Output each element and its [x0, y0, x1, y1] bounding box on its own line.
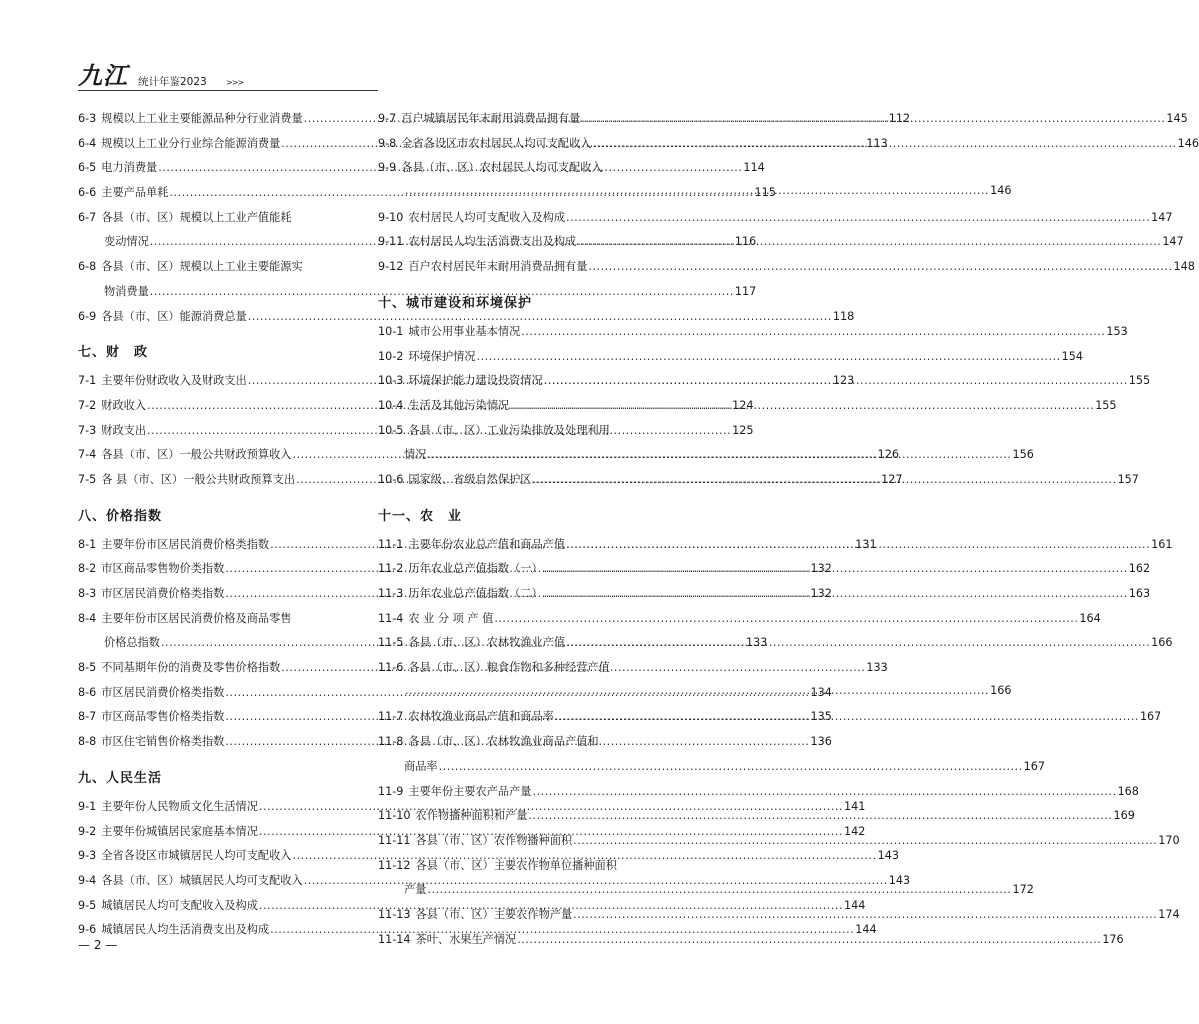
toc-entry-title: 主要年份主要农产品产量 [408, 784, 532, 798]
toc-entry-number: 9-12 [378, 260, 404, 274]
toc-entry-first-line[interactable] [378, 857, 650, 882]
toc-entry-title-cont: 情况 [404, 448, 427, 462]
toc-entry-title: 各县（市、区）主要农作物产量 [415, 907, 573, 921]
toc-entry-first-line[interactable] [78, 209, 350, 234]
toc-entry-number: 8-8 [78, 735, 97, 749]
dot-leader [528, 809, 1112, 822]
section-heading: 十一、农 业 [378, 508, 463, 524]
toc-entry-number: 11-8 [378, 735, 404, 749]
toc-entry-page: 127 [881, 472, 903, 486]
toc-entry-page: 174 [1158, 907, 1180, 921]
toc-entry-number: 11-10 [378, 809, 411, 823]
toc-entry-page: 167 [1139, 710, 1162, 724]
dot-leader [532, 473, 1116, 486]
toc-entry-title: 不同基期年份的消费及零售价格指数 [101, 661, 281, 675]
toc-entry-title: 环境保护情况 [408, 349, 476, 363]
dot-leader [517, 933, 1101, 946]
toc-entry-page: 155 [1128, 374, 1151, 388]
toc-entry-page: 124 [732, 398, 754, 412]
toc-entry-page: 123 [832, 374, 855, 388]
toc-entry-title: 市区商品零售物价类指数 [101, 562, 225, 576]
toc-entry-title: 市区居民消费价格类指数 [101, 587, 225, 600]
toc-entry-title-cont: 变动情况 [104, 235, 149, 249]
toc-entry-page: 136 [810, 735, 832, 749]
dot-leader [439, 760, 1023, 773]
toc-entry-number: 6-5 [78, 161, 97, 175]
section-heading: 九、人民生活 [78, 770, 163, 786]
toc-entry-number: 11-14 [378, 932, 411, 946]
dot-leader [566, 636, 1150, 649]
dot-leader [494, 612, 1078, 625]
toc-entry-page: 144 [844, 898, 866, 912]
toc-entry-number: 11-6 [378, 661, 404, 675]
toc-entry-page: 163 [1128, 587, 1151, 600]
toc-entry-title: 全省各设区市城镇居民人均可支配收入 [101, 849, 292, 863]
toc-entry-number: 7-3 [78, 423, 97, 437]
toc-entry-title: 农村居民人均生活消费支出及构成 [408, 235, 577, 249]
toc-entry-number: 6-3 [78, 112, 97, 125]
toc-entry-title: 各县（市、区）农林牧渔业商品产值和 [408, 735, 599, 749]
toc-entry-number: 11-7 [378, 710, 404, 724]
toc-entry-title: 各县（市、区）粮食作物和多种经营产值 [408, 661, 610, 675]
toc-entry-title: 各县（市、区）工业污染排放及处理利用 [408, 423, 610, 437]
toc-entry-page: 144 [855, 923, 877, 937]
toc-entry-page: 113 [866, 136, 888, 150]
toc-entry-title: 各县（市、区）规模以上工业产值能耗 [101, 210, 292, 224]
toc-entry-title: 城镇居民人均生活消费支出及构成 [101, 923, 270, 937]
dot-leader [405, 684, 989, 697]
toc-entry-second-line[interactable] [378, 758, 1046, 783]
toc-entry-page: 155 [1095, 398, 1117, 412]
toc-entry-page: 133 [866, 661, 888, 675]
dot-leader [573, 834, 1157, 847]
toc-entry-page: 147 [1162, 235, 1184, 249]
toc-entry-title: 规模以上工业分行业综合能源消费量 [101, 136, 281, 150]
yearbook-subtitle: 统计年鉴2023 [138, 76, 207, 88]
toc-entry-page: 126 [877, 448, 899, 462]
section-heading: 七、财 政 [78, 345, 149, 361]
toc-entry-page: 117 [734, 284, 757, 298]
dot-leader [477, 350, 1061, 363]
toc-entry-title: 规模以上工业主要能源品种分行业消费量 [101, 112, 303, 125]
toc-entry-number: 6-6 [78, 186, 97, 200]
toc-entry-number: 8-1 [78, 537, 97, 551]
toc-entry-page: 153 [1106, 324, 1128, 338]
toc-entry-title: 财政收入 [101, 398, 147, 412]
toc-entry-number: 9-8 [378, 136, 397, 150]
dot-leader [566, 538, 1150, 551]
toc-entry-title-cont: 商品率 [404, 759, 438, 773]
toc-entry-page: 114 [743, 161, 765, 175]
toc-entry-page: 131 [855, 537, 877, 551]
toc-entry[interactable] [378, 348, 1083, 373]
toc-entry-page: 169 [1113, 809, 1135, 823]
page-number: — 2 — [78, 938, 118, 952]
header-rule [78, 90, 378, 91]
toc-entry-page: 162 [1128, 562, 1151, 576]
toc-entry-first-line[interactable] [378, 422, 650, 447]
toc-entry-number: 11-9 [378, 784, 404, 798]
toc-entry-title: 城市公用事业基本情况 [408, 324, 521, 338]
dot-leader [544, 374, 1128, 387]
dot-leader [592, 137, 1176, 150]
toc-entry-title: 电力消费量 [101, 161, 158, 175]
dot-leader [566, 211, 1150, 224]
dot-leader [544, 587, 1128, 600]
toc-entry-number: 9-7 [378, 112, 397, 125]
toc-entry-page: 135 [810, 710, 832, 724]
toc-entry-first-line[interactable] [378, 659, 650, 684]
toc-entry-first-line[interactable] [378, 733, 650, 758]
toc-entry-number: 11-4 [378, 611, 404, 625]
toc-entry-page: 115 [754, 186, 776, 200]
toc-entry-title: 市区住宅销售价格类指数 [101, 735, 225, 749]
toc-entry-page: 166 [1151, 636, 1173, 650]
toc-entry-page: 118 [832, 309, 855, 323]
toc-entry-title: 农 业 分 项 产 值 [408, 611, 494, 625]
dot-leader [532, 785, 1116, 798]
toc-entry-title-cont: 价格总指数 [104, 636, 160, 650]
dot-leader [577, 235, 1161, 248]
toc-entry-title: 主要年份人民物质文化生活情况 [101, 799, 258, 813]
toc-entry-page: 146 [990, 184, 1012, 198]
toc-entry-title: 百户农村居民年末耐用消费品拥有量 [408, 260, 588, 274]
toc-entry-page: 132 [810, 562, 832, 576]
toc-entry-title: 历年农业总产值指数（二） [408, 587, 543, 600]
toc-entry-title: 茶叶、水果生产情况 [415, 932, 517, 946]
toc-entry-title: 各县（市、区）能源消费总量 [101, 309, 247, 323]
toc-entry-page: 168 [1117, 784, 1139, 798]
toc-entry-page: 148 [1173, 260, 1195, 274]
toc-entry-page: 176 [1102, 932, 1124, 946]
toc-entry-number: 9-3 [78, 849, 97, 863]
toc-entry-page: 146 [1177, 136, 1199, 150]
toc-entry-number: 9-1 [78, 799, 97, 813]
dot-leader [427, 448, 1011, 461]
dot-leader [573, 908, 1157, 921]
toc-entry-number: 11-5 [378, 636, 404, 650]
dot-leader [555, 710, 1139, 723]
toc-entry-title: 市区居民消费价格类指数 [101, 685, 225, 699]
toc-entry-number: 11-1 [378, 537, 404, 551]
toc-entry-title: 农村居民人均可支配收入及构成 [408, 210, 566, 224]
dot-leader [510, 399, 1094, 412]
toc-entry-title: 各县（市、区）规模以上工业主要能源实 [101, 260, 303, 274]
toc-entry-number: 10-1 [378, 324, 404, 338]
toc-entry-number: 8-3 [78, 587, 97, 600]
toc-entry-title: 主要年份市区居民消费价格及商品零售 [101, 611, 292, 625]
toc-entry-page: 154 [1061, 349, 1083, 363]
toc-entry-number: 10-6 [378, 472, 404, 486]
toc-entry[interactable] [378, 323, 1128, 348]
toc-entry[interactable] [378, 258, 1195, 283]
toc-entry-page: 156 [1012, 448, 1034, 462]
page-header [78, 56, 378, 96]
toc-entry-page: 133 [746, 636, 768, 650]
toc-entry-page: 143 [888, 873, 911, 887]
toc-entry-number: 7-5 [78, 472, 97, 486]
toc-entry-number: 6-9 [78, 309, 97, 323]
toc-entry-title: 各 县（市、区）一般公共财政预算支出 [101, 472, 296, 486]
toc-entry-title: 各县（市、区）主要农作物单位播种面积 [415, 858, 617, 872]
toc-entry-number: 9-5 [78, 898, 97, 912]
toc-entry-title: 农林牧渔业商品产值和商品率 [408, 710, 554, 724]
toc-entry-title: 百户城镇居民年末耐用消费品拥有量 [401, 112, 581, 125]
toc-entry-number: 8-2 [78, 562, 97, 576]
toc-entry-page: 112 [888, 112, 911, 125]
toc-entry-page: 166 [990, 683, 1012, 697]
toc-entry-number: 7-4 [78, 448, 97, 462]
toc-entry-number: 6-8 [78, 260, 97, 274]
toc-entry-first-line[interactable] [78, 258, 350, 283]
toc-entry-number: 9-11 [378, 235, 404, 249]
toc-entry-title: 城镇居民人均可支配收入及构成 [101, 898, 258, 912]
toc-entry-number: 10-2 [378, 349, 404, 363]
toc-entry-number: 8-6 [78, 685, 97, 699]
toc-entry-title: 环境保护能力建设投资情况 [408, 374, 543, 388]
toc-entry-number: 9-2 [78, 824, 97, 838]
toc-entry-title: 主要年份市区居民消费价格类指数 [101, 537, 270, 551]
toc-entry-page: 142 [844, 824, 866, 838]
toc-entry[interactable] [378, 931, 1124, 956]
toc-entry-page: 157 [1117, 472, 1139, 486]
toc-entry-title: 国家级、省级自然保护区 [408, 472, 532, 486]
toc-entry-page: 147 [1151, 210, 1173, 224]
toc-entry-number: 11-3 [378, 587, 404, 600]
toc-entry-number: 9-9 [378, 161, 397, 175]
toc-entry[interactable] [378, 209, 1173, 234]
header-arrows: >>> [226, 78, 244, 87]
toc-entry-page: 116 [734, 235, 757, 249]
toc-entry[interactable] [78, 684, 832, 709]
toc-entry-title: 生活及其他污染情况 [408, 398, 510, 412]
toc-entry-title: 市区商品零售价格类指数 [101, 710, 225, 724]
dot-leader [427, 883, 1011, 896]
toc-entry-number: 10-3 [378, 374, 404, 388]
toc-entry-page: 170 [1158, 833, 1180, 847]
section-heading: 八、价格指数 [78, 508, 163, 524]
toc-entry-title-cont: 产量 [404, 883, 427, 897]
toc-entry-title: 各县（市、区）农林牧渔业产值 [408, 636, 566, 650]
toc-entry-number: 11-12 [378, 858, 411, 872]
toc-entry-number: 8-5 [78, 661, 97, 675]
toc-entry-number: 8-4 [78, 611, 97, 625]
toc-entry-number: 10-5 [378, 423, 404, 437]
toc-entry-title: 全省各设区市农村居民人均可支配收入 [401, 136, 592, 150]
toc-entry-page: 167 [1023, 759, 1046, 773]
toc-entry-number: 11-13 [378, 907, 411, 921]
toc-entry-number: 6-4 [78, 136, 97, 150]
toc-entry-number: 9-6 [78, 923, 97, 937]
dot-leader [521, 325, 1105, 338]
toc-entry[interactable] [378, 610, 1101, 635]
toc-entry-number: 7-2 [78, 398, 97, 412]
toc-entry-number: 7-1 [78, 374, 97, 388]
section-heading: 十、城市建设和环境保护 [378, 295, 533, 311]
toc-entry-first-line[interactable] [378, 159, 650, 184]
dot-leader [581, 112, 1165, 125]
toc-entry-title: 主要年份农业总产值和商品产值 [408, 537, 566, 551]
toc-entry-page: 141 [844, 799, 866, 813]
toc-entry-title: 各县（市、区）农作物播种面积 [415, 833, 573, 847]
toc-entry-number: 11-11 [378, 833, 411, 847]
toc-entry-number: 10-4 [378, 398, 404, 412]
toc-entry-page: 143 [877, 849, 899, 863]
toc-entry-page: 172 [1012, 883, 1034, 897]
toc-entry-page: 161 [1151, 537, 1173, 551]
toc-entry-page: 134 [810, 685, 832, 699]
toc-entry-page: 164 [1079, 611, 1101, 625]
toc-entry[interactable] [78, 184, 776, 209]
toc-entry-first-line[interactable] [78, 610, 350, 635]
toc-entry-title: 财政支出 [101, 423, 147, 437]
toc-entry-title: 各县（市、区）农村居民人均可支配收入 [401, 161, 603, 175]
toc-entry-number: 9-4 [78, 873, 97, 887]
toc-entry-title: 主要产品单耗 [101, 186, 169, 200]
toc-entry-title: 主要年份城镇居民家庭基本情况 [101, 824, 258, 838]
toc-entry-page: 125 [732, 423, 754, 437]
toc-entry-title-cont: 物消费量 [104, 284, 149, 298]
toc-entry-number: 9-10 [378, 210, 404, 224]
toc-entry-title: 主要年份财政收入及财政支出 [101, 374, 247, 388]
toc-entry-page: 145 [1166, 112, 1188, 125]
dot-leader [588, 260, 1172, 273]
toc-entry-number: 6-7 [78, 210, 97, 224]
toc-entry-title: 各县（市、区）一般公共财政预算收入 [101, 448, 292, 462]
dot-leader [405, 184, 989, 200]
toc-entry-title: 农作物播种面积和产量 [415, 809, 528, 823]
dot-leader [544, 562, 1128, 575]
toc-entry-page: 132 [810, 587, 832, 600]
yearbook-logo: 九江 [78, 61, 128, 90]
toc-entry-number: 11-2 [378, 562, 404, 576]
toc-entry-title: 历年农业总产值指数（一） [408, 562, 543, 576]
toc-entry-number: 8-7 [78, 710, 97, 724]
toc-entry-title: 各县（市、区）城镇居民人均可支配收入 [101, 873, 303, 887]
